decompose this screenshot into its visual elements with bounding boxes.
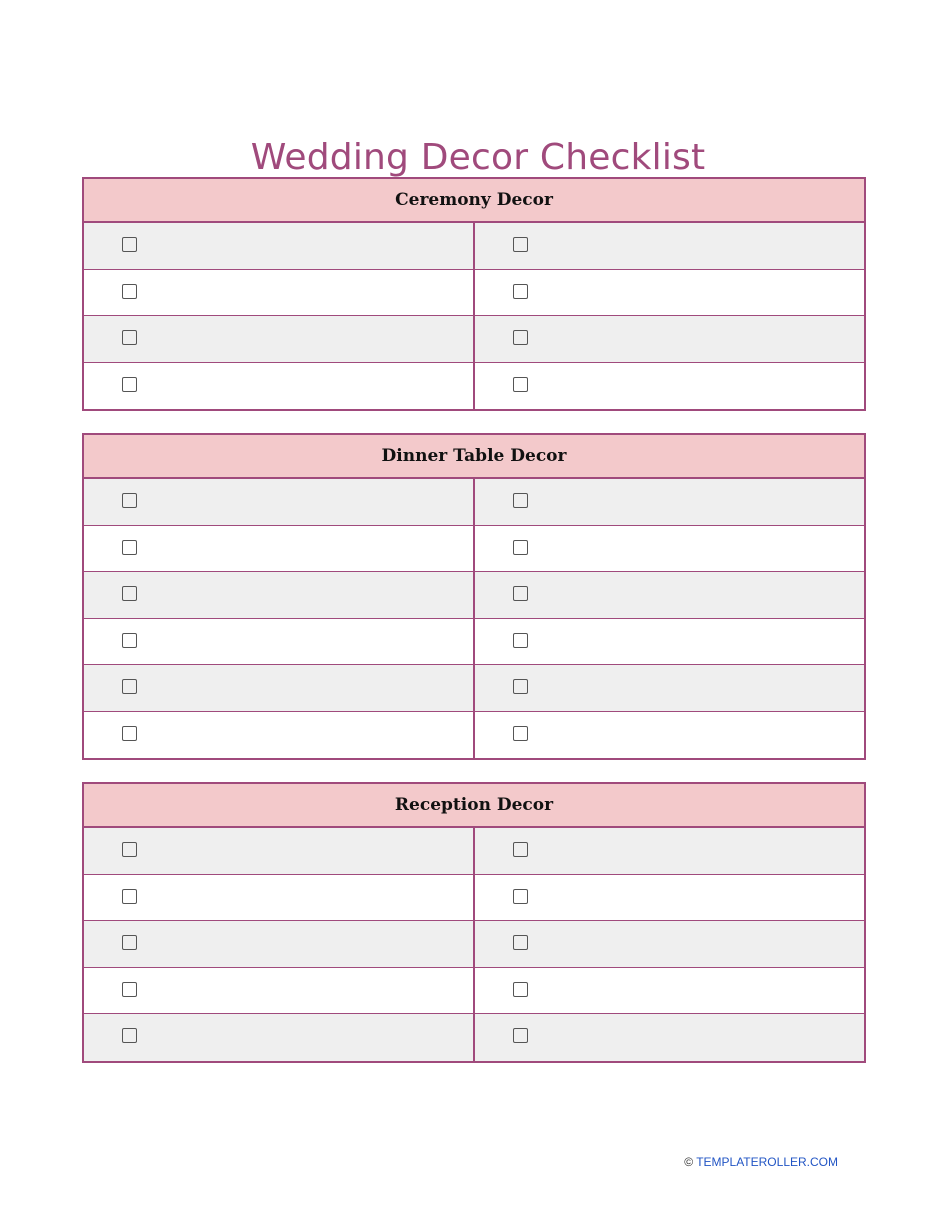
checklist-item-right[interactable] — [475, 223, 864, 269]
checklist-item-left[interactable] — [84, 712, 475, 759]
checkbox-icon[interactable] — [122, 377, 137, 392]
checklist-item-left[interactable] — [84, 1014, 475, 1061]
checklist-item-left[interactable] — [84, 828, 475, 874]
checkbox-icon[interactable] — [122, 237, 137, 252]
checkbox-icon[interactable] — [122, 935, 137, 950]
section-dinner-table — [82, 433, 866, 760]
checklist-item-left[interactable] — [84, 619, 475, 665]
footer-brand-link[interactable]: TEMPLATEROLLER.COM — [696, 1155, 838, 1169]
checklist-item-right[interactable] — [475, 526, 864, 572]
section-heading: Reception Decor — [84, 784, 864, 828]
checkbox-icon[interactable] — [122, 726, 137, 741]
checkbox-icon[interactable] — [513, 493, 528, 508]
checkbox-icon[interactable] — [513, 679, 528, 694]
checkbox-icon[interactable] — [122, 284, 137, 299]
checklist-item-left[interactable] — [84, 479, 475, 525]
copyright-symbol: © — [684, 1155, 694, 1169]
section-heading: Dinner Table Decor — [84, 435, 864, 479]
footer-credit — [684, 1155, 838, 1169]
checklist-row — [84, 968, 864, 1015]
checkbox-icon[interactable] — [513, 377, 528, 392]
checkbox-icon[interactable] — [513, 842, 528, 857]
checklist-item-left[interactable] — [84, 572, 475, 618]
section-reception — [82, 782, 866, 1063]
checklist-item-left[interactable] — [84, 270, 475, 316]
checklist-row — [84, 828, 864, 875]
checkbox-icon[interactable] — [513, 726, 528, 741]
checkbox-icon[interactable] — [513, 330, 528, 345]
checklist-item-right[interactable] — [475, 1014, 864, 1061]
checkbox-icon[interactable] — [122, 493, 137, 508]
checklist-item-right[interactable] — [475, 712, 864, 759]
checkbox-icon[interactable] — [122, 330, 137, 345]
checklist-item-left[interactable] — [84, 316, 475, 362]
checklist-item-right[interactable] — [475, 316, 864, 362]
checklist-item-left[interactable] — [84, 665, 475, 711]
checklist-row — [84, 1014, 864, 1061]
checkbox-icon[interactable] — [513, 540, 528, 555]
checklist-item-left[interactable] — [84, 875, 475, 921]
checkbox-icon[interactable] — [513, 633, 528, 648]
checkbox-icon[interactable] — [122, 633, 137, 648]
checklist-item-right[interactable] — [475, 828, 864, 874]
checklist-item-left[interactable] — [84, 363, 475, 410]
checkbox-icon[interactable] — [513, 586, 528, 601]
section-ceremony — [82, 177, 866, 411]
checkbox-icon[interactable] — [122, 982, 137, 997]
checkbox-icon[interactable] — [122, 842, 137, 857]
checkbox-icon[interactable] — [513, 935, 528, 950]
checklist-row — [84, 479, 864, 526]
checkbox-icon[interactable] — [122, 889, 137, 904]
checklist-row — [84, 712, 864, 759]
checklist-row — [84, 875, 864, 922]
checklist-row — [84, 223, 864, 270]
checklist-item-left[interactable] — [84, 921, 475, 967]
checkbox-icon[interactable] — [513, 284, 528, 299]
checklist-item-left[interactable] — [84, 223, 475, 269]
checklist-item-right[interactable] — [475, 875, 864, 921]
checkbox-icon[interactable] — [513, 982, 528, 997]
checklist-row — [84, 572, 864, 619]
checklist-item-right[interactable] — [475, 572, 864, 618]
checklist-item-left[interactable] — [84, 526, 475, 572]
checklist-item-right[interactable] — [475, 665, 864, 711]
checkbox-icon[interactable] — [122, 1028, 137, 1043]
checklist-row — [84, 921, 864, 968]
checkbox-icon[interactable] — [513, 237, 528, 252]
checkbox-icon[interactable] — [513, 1028, 528, 1043]
checklist-item-right[interactable] — [475, 968, 864, 1014]
checklist-item-right[interactable] — [475, 363, 864, 410]
page-title: Wedding Decor Checklist — [250, 137, 706, 179]
checklist-row — [84, 619, 864, 666]
checkbox-icon[interactable] — [513, 889, 528, 904]
checkbox-icon[interactable] — [122, 679, 137, 694]
checklist-row — [84, 316, 864, 363]
checklist-row — [84, 665, 864, 712]
checkbox-icon[interactable] — [122, 586, 137, 601]
checklist-item-right[interactable] — [475, 921, 864, 967]
checklist-row — [84, 270, 864, 317]
checklist-item-right[interactable] — [475, 270, 864, 316]
checklist-row — [84, 526, 864, 573]
section-heading: Ceremony Decor — [84, 179, 864, 223]
checklist-item-right[interactable] — [475, 479, 864, 525]
checklist-item-left[interactable] — [84, 968, 475, 1014]
checklist-row — [84, 363, 864, 410]
checklist-item-right[interactable] — [475, 619, 864, 665]
checkbox-icon[interactable] — [122, 540, 137, 555]
